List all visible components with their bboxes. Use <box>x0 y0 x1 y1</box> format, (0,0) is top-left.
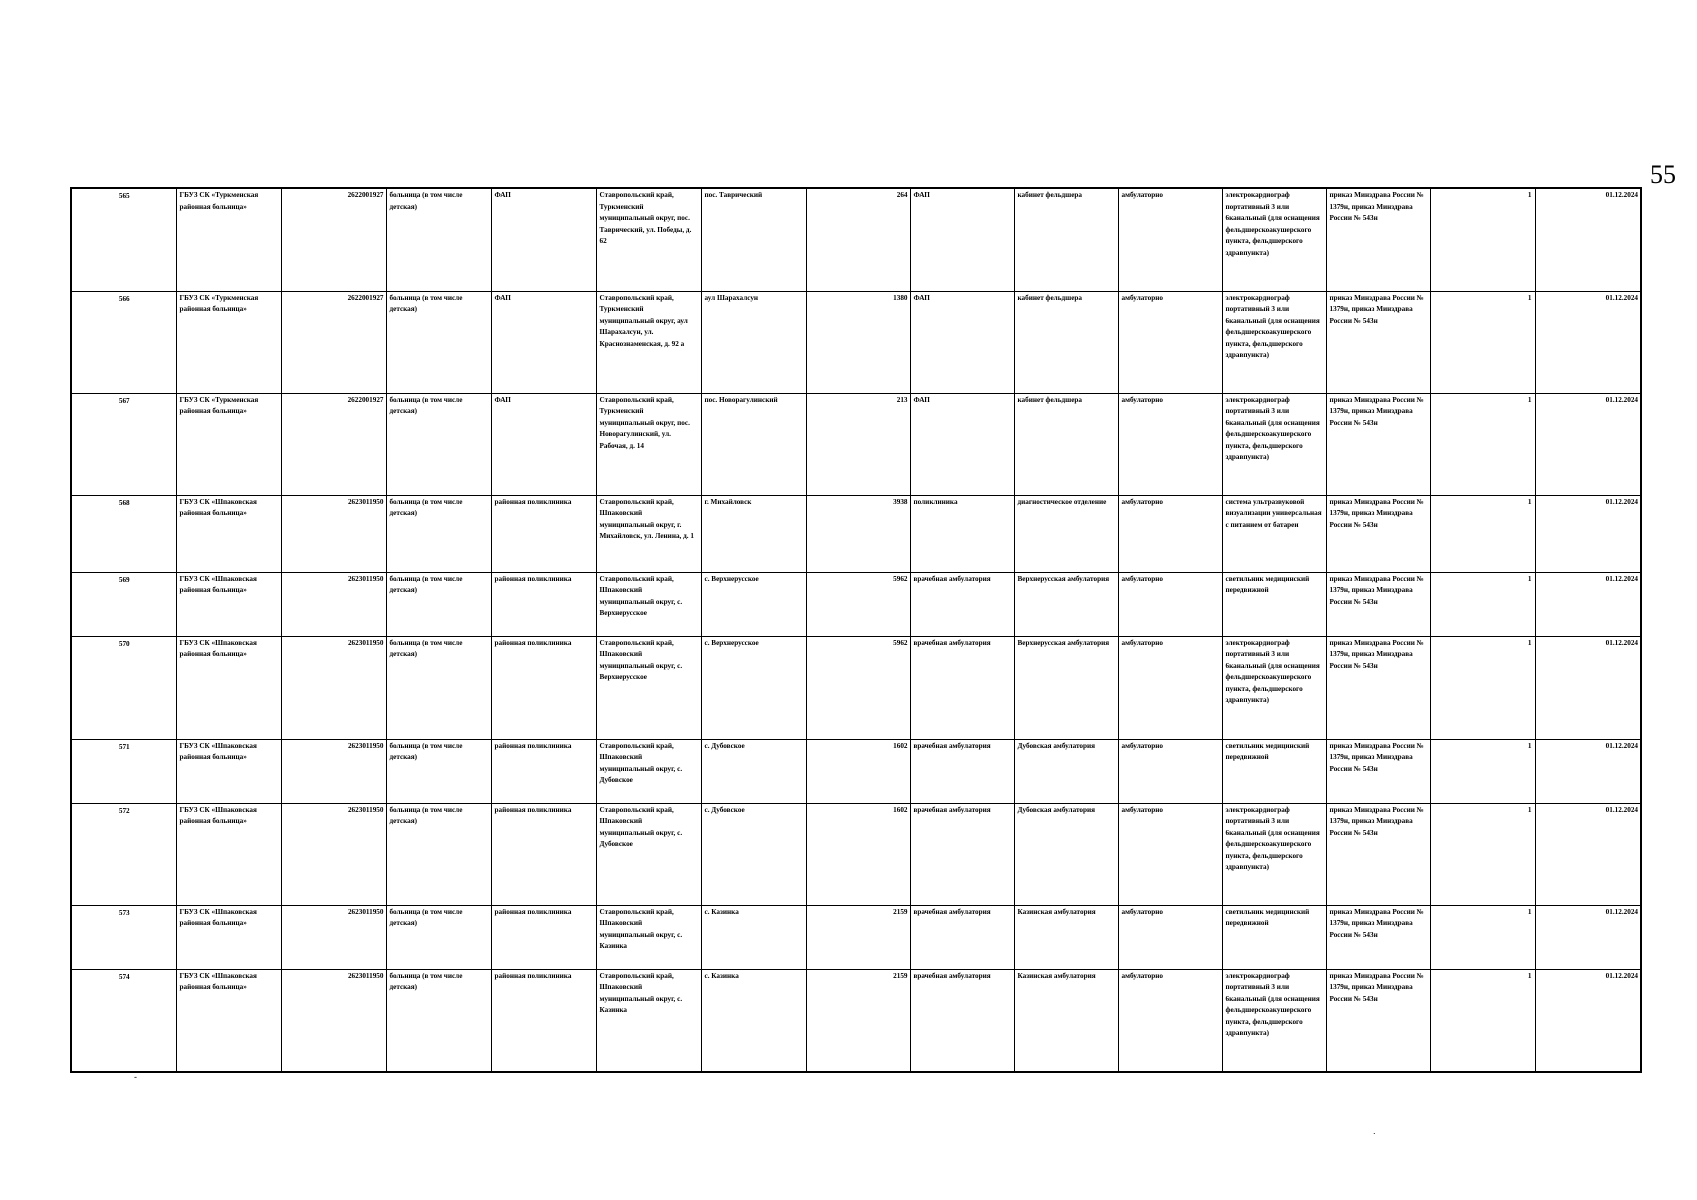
care-form-cell: амбулаторно <box>1118 495 1222 572</box>
subunit-name-cell: врачебная амбулатория <box>910 905 1014 969</box>
institution-type-cell: больница (в том числе детская) <box>386 291 491 393</box>
equipment-name-cell: система ультразвуковой визуализации универсальная с питанием от батареи <box>1222 495 1326 572</box>
subunit-name-cell: ФАП <box>910 393 1014 495</box>
equipment-name-cell: светильник медицинский передвижной <box>1222 905 1326 969</box>
quantity-cell: 1 <box>1430 393 1535 495</box>
unit-name-cell: районная поликлиника <box>491 905 596 969</box>
legal-basis-cell: приказ Минздрава России № 1379н, приказ Минздрава России № 543н <box>1326 188 1430 291</box>
equipment-name-cell: электрокардиограф портативный 3 или 6канальный (для оснащения фельдшерскоакушерского пункта, фельдшерского здравпункта) <box>1222 803 1326 905</box>
quantity-cell: 1 <box>1430 803 1535 905</box>
locality-cell: с. Дубовское <box>701 803 806 905</box>
unit-name-cell: районная поликлиника <box>491 636 596 739</box>
address-cell: Ставропольский край, Шпаковский муниципальный округ, с. Верхнерусское <box>596 572 701 636</box>
inn-code-cell: 2623011950 <box>281 572 386 636</box>
legal-basis-cell: приказ Минздрава России № 1379н, приказ Минздрава России № 543н <box>1326 291 1430 393</box>
legal-basis-cell: приказ Минздрава России № 1379н, приказ Минздрава России № 543н <box>1326 636 1430 739</box>
room-name-cell: кабинет фельдшера <box>1014 291 1118 393</box>
care-form-cell: амбулаторно <box>1118 188 1222 291</box>
legal-basis-cell: приказ Минздрава России № 1379н, приказ Минздрава России № 543н <box>1326 969 1430 1072</box>
room-name-cell: Верхнерусская амбулатория <box>1014 572 1118 636</box>
locality-cell: г. Михайловск <box>701 495 806 572</box>
delivery-date-cell: 01.12.2024 <box>1535 188 1641 291</box>
care-form-cell: амбулаторно <box>1118 393 1222 495</box>
organization-name-cell: ГБУЗ СК «Шпаковская районная больница» <box>176 495 281 572</box>
quantity-cell: 1 <box>1430 495 1535 572</box>
organization-name-cell: ГБУЗ СК «Шпаковская районная больница» <box>176 636 281 739</box>
quantity-cell: 1 <box>1430 188 1535 291</box>
unit-name-cell: ФАП <box>491 291 596 393</box>
organization-name-cell: ГБУЗ СК «Туркменская районная больница» <box>176 188 281 291</box>
delivery-date-cell: 01.12.2024 <box>1535 291 1641 393</box>
row-number-cell: 565 <box>71 188 176 291</box>
unit-name-cell: районная поликлиника <box>491 969 596 1072</box>
delivery-date-cell: 01.12.2024 <box>1535 636 1641 739</box>
address-cell: Ставропольский край, Туркменский муниципальный округ, аул Шарахалсун, ул. Краснознаменская, д. 92 а <box>596 291 701 393</box>
organization-name-cell: ГБУЗ СК «Шпаковская районная больница» <box>176 969 281 1072</box>
equipment-name-cell: электрокардиограф портативный 3 или 6канальный (для оснащения фельдшерскоакушерского пункта, фельдшерского здравпункта) <box>1222 188 1326 291</box>
row-number-cell: 571 <box>71 739 176 803</box>
address-cell: Ставропольский край, Туркменский муниципальный округ, пос. Таврический, ул. Победы, д. 62 <box>596 188 701 291</box>
inn-code-cell: 2622001927 <box>281 188 386 291</box>
population-count-cell: 3938 <box>806 495 910 572</box>
institution-type-cell: больница (в том числе детская) <box>386 572 491 636</box>
population-count-cell: 1602 <box>806 803 910 905</box>
locality-cell: пос. Таврический <box>701 188 806 291</box>
institution-type-cell: больница (в том числе детская) <box>386 636 491 739</box>
quantity-cell: 1 <box>1430 905 1535 969</box>
unit-name-cell: районная поликлиника <box>491 739 596 803</box>
subunit-name-cell: врачебная амбулатория <box>910 969 1014 1072</box>
care-form-cell: амбулаторно <box>1118 739 1222 803</box>
equipment-name-cell: светильник медицинский передвижной <box>1222 739 1326 803</box>
row-number-cell: 573 <box>71 905 176 969</box>
quantity-cell: 1 <box>1430 636 1535 739</box>
row-number-cell: 566 <box>71 291 176 393</box>
unit-name-cell: ФАП <box>491 188 596 291</box>
subunit-name-cell: ФАП <box>910 291 1014 393</box>
table-row <box>71 572 1641 636</box>
unit-name-cell: районная поликлиника <box>491 495 596 572</box>
institution-type-cell: больница (в том числе детская) <box>386 969 491 1072</box>
address-cell: Ставропольский край, Шпаковский муниципальный округ, г. Михайловск, ул. Ленина, д. 1 <box>596 495 701 572</box>
row-number-cell: 568 <box>71 495 176 572</box>
inn-code-cell: 2623011950 <box>281 636 386 739</box>
population-count-cell: 1602 <box>806 739 910 803</box>
row-number-cell: 567 <box>71 393 176 495</box>
population-count-cell: 1380 <box>806 291 910 393</box>
organization-name-cell: ГБУЗ СК «Туркменская районная больница» <box>176 393 281 495</box>
equipment-name-cell: электрокардиограф портативный 3 или 6канальный (для оснащения фельдшерскоакушерского пункта, фельдшерского здравпункта) <box>1222 393 1326 495</box>
table-row <box>71 393 1641 495</box>
row-number-cell: 569 <box>71 572 176 636</box>
table-row <box>71 905 1641 969</box>
table-row <box>71 739 1641 803</box>
quantity-cell: 1 <box>1430 572 1535 636</box>
room-name-cell: Казинская амбулатория <box>1014 905 1118 969</box>
locality-cell: пос. Новорагулинский <box>701 393 806 495</box>
page-number: 55 <box>1650 160 1676 189</box>
delivery-date-cell: 01.12.2024 <box>1535 572 1641 636</box>
locality-cell: с. Дубовское <box>701 739 806 803</box>
table-row <box>71 969 1641 1072</box>
care-form-cell: амбулаторно <box>1118 572 1222 636</box>
locality-cell: аул Шарахалсун <box>701 291 806 393</box>
population-count-cell: 5962 <box>806 572 910 636</box>
row-number-cell: 572 <box>71 803 176 905</box>
inn-code-cell: 2622001927 <box>281 393 386 495</box>
care-form-cell: амбулаторно <box>1118 905 1222 969</box>
room-name-cell: Дубовская амбулатория <box>1014 803 1118 905</box>
subunit-name-cell: ФАП <box>910 188 1014 291</box>
legal-basis-cell: приказ Минздрава России № 1379н, приказ Минздрава России № 543н <box>1326 905 1430 969</box>
table-row <box>71 188 1641 291</box>
delivery-date-cell: 01.12.2024 <box>1535 905 1641 969</box>
quantity-cell: 1 <box>1430 969 1535 1072</box>
institution-type-cell: больница (в том числе детская) <box>386 739 491 803</box>
room-name-cell: Дубовская амбулатория <box>1014 739 1118 803</box>
inn-code-cell: 2623011950 <box>281 803 386 905</box>
organization-name-cell: ГБУЗ СК «Туркменская районная больница» <box>176 291 281 393</box>
inn-code-cell: 2623011950 <box>281 739 386 803</box>
organization-name-cell: ГБУЗ СК «Шпаковская районная больница» <box>176 572 281 636</box>
equipment-name-cell: электрокардиограф портативный 3 или 6канальный (для оснащения фельдшерскоакушерского пункта, фельдшерского здравпункта) <box>1222 969 1326 1072</box>
institution-type-cell: больница (в том числе детская) <box>386 495 491 572</box>
room-name-cell: кабинет фельдшера <box>1014 188 1118 291</box>
population-count-cell: 2159 <box>806 905 910 969</box>
population-count-cell: 264 <box>806 188 910 291</box>
legal-basis-cell: приказ Минздрава России № 1379н, приказ Минздрава России № 543н <box>1326 393 1430 495</box>
equipment-registry-table <box>70 187 1642 1073</box>
table-row <box>71 803 1641 905</box>
address-cell: Ставропольский край, Шпаковский муниципальный округ, с. Казинка <box>596 905 701 969</box>
institution-type-cell: больница (в том числе детская) <box>386 188 491 291</box>
organization-name-cell: ГБУЗ СК «Шпаковская районная больница» <box>176 905 281 969</box>
population-count-cell: 2159 <box>806 969 910 1072</box>
care-form-cell: амбулаторно <box>1118 291 1222 393</box>
institution-type-cell: больница (в том числе детская) <box>386 393 491 495</box>
legal-basis-cell: приказ Минздрава России № 1379н, приказ Минздрава России № 543н <box>1326 803 1430 905</box>
legal-basis-cell: приказ Минздрава России № 1379н, приказ Минздрава России № 543н <box>1326 495 1430 572</box>
subunit-name-cell: поликлиника <box>910 495 1014 572</box>
address-cell: Ставропольский край, Шпаковский муниципальный округ, с. Дубовское <box>596 803 701 905</box>
room-name-cell: диагностическое отделение <box>1014 495 1118 572</box>
table-row <box>71 495 1641 572</box>
care-form-cell: амбулаторно <box>1118 969 1222 1072</box>
inn-code-cell: 2623011950 <box>281 905 386 969</box>
inn-code-cell: 2623011950 <box>281 969 386 1072</box>
inn-code-cell: 2622001927 <box>281 291 386 393</box>
organization-name-cell: ГБУЗ СК «Шпаковская районная больница» <box>176 739 281 803</box>
delivery-date-cell: 01.12.2024 <box>1535 495 1641 572</box>
unit-name-cell: районная поликлиника <box>491 572 596 636</box>
address-cell: Ставропольский край, Шпаковский муниципальный округ, с. Верхнерусское <box>596 636 701 739</box>
legal-basis-cell: приказ Минздрава России № 1379н, приказ Минздрава России № 543н <box>1326 739 1430 803</box>
row-number-cell: 570 <box>71 636 176 739</box>
subunit-name-cell: врачебная амбулатория <box>910 636 1014 739</box>
unit-name-cell: ФАП <box>491 393 596 495</box>
equipment-name-cell: светильник медицинский передвижной <box>1222 572 1326 636</box>
locality-cell: с. Верхнерусское <box>701 572 806 636</box>
organization-name-cell: ГБУЗ СК «Шпаковская районная больница» <box>176 803 281 905</box>
institution-type-cell: больница (в том числе детская) <box>386 905 491 969</box>
population-count-cell: 213 <box>806 393 910 495</box>
locality-cell: с. Казинка <box>701 969 806 1072</box>
row-number-cell: 574 <box>71 969 176 1072</box>
locality-cell: с. Казинка <box>701 905 806 969</box>
scan-speck: - <box>134 1072 137 1082</box>
institution-type-cell: больница (в том числе детская) <box>386 803 491 905</box>
table-row <box>71 291 1641 393</box>
legal-basis-cell: приказ Минздрава России № 1379н, приказ Минздрава России № 543н <box>1326 572 1430 636</box>
locality-cell: с. Верхнерусское <box>701 636 806 739</box>
delivery-date-cell: 01.12.2024 <box>1535 739 1641 803</box>
subunit-name-cell: врачебная амбулатория <box>910 803 1014 905</box>
address-cell: Ставропольский край, Шпаковский муниципальный округ, с. Дубовское <box>596 739 701 803</box>
unit-name-cell: районная поликлиника <box>491 803 596 905</box>
address-cell: Ставропольский край, Шпаковский муниципальный округ, с. Казинка <box>596 969 701 1072</box>
table-row <box>71 636 1641 739</box>
address-cell: Ставропольский край, Туркменский муниципальный округ, пос. Новорагулинский, ул. Рабочая, д. 14 <box>596 393 701 495</box>
scan-speck: . <box>1373 1126 1376 1136</box>
equipment-name-cell: электрокардиограф портативный 3 или 6канальный (для оснащения фельдшерскоакушерского пункта, фельдшерского здравпункта) <box>1222 291 1326 393</box>
population-count-cell: 5962 <box>806 636 910 739</box>
equipment-name-cell: электрокардиограф портативный 3 или 6канальный (для оснащения фельдшерскоакушерского пункта, фельдшерского здравпункта) <box>1222 636 1326 739</box>
care-form-cell: амбулаторно <box>1118 803 1222 905</box>
quantity-cell: 1 <box>1430 739 1535 803</box>
room-name-cell: кабинет фельдшера <box>1014 393 1118 495</box>
subunit-name-cell: врачебная амбулатория <box>910 739 1014 803</box>
room-name-cell: Верхнерусская амбулатория <box>1014 636 1118 739</box>
delivery-date-cell: 01.12.2024 <box>1535 969 1641 1072</box>
inn-code-cell: 2623011950 <box>281 495 386 572</box>
subunit-name-cell: врачебная амбулатория <box>910 572 1014 636</box>
room-name-cell: Казинская амбулатория <box>1014 969 1118 1072</box>
delivery-date-cell: 01.12.2024 <box>1535 803 1641 905</box>
care-form-cell: амбулаторно <box>1118 636 1222 739</box>
quantity-cell: 1 <box>1430 291 1535 393</box>
delivery-date-cell: 01.12.2024 <box>1535 393 1641 495</box>
